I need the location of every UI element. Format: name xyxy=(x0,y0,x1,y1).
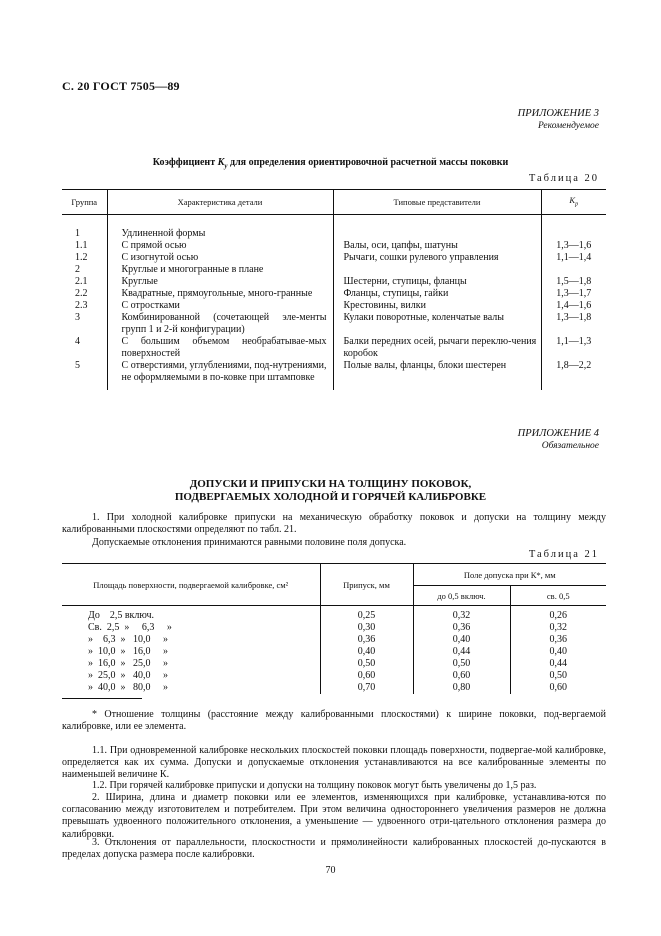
table20-cell-char: Удлиненной формы xyxy=(107,215,333,241)
table21-col-allow: Припуск, мм xyxy=(320,564,413,606)
table21-cell-tol-b: 0,50 xyxy=(510,670,606,682)
table21-cell-tol-a: 0,40 xyxy=(413,634,510,646)
table20-cell-group: 2.1 xyxy=(75,276,88,287)
table20-row xyxy=(62,252,606,264)
table20-cell-repr xyxy=(333,215,541,241)
appendix4-block xyxy=(518,428,599,452)
table20-col-group: Группа xyxy=(62,190,107,215)
table20-col-k: $К_р$ xyxy=(541,190,606,215)
appendix3-title: ПРИЛОЖЕНИЕ 3 xyxy=(517,108,599,119)
table21-cell-allow: 0,70 xyxy=(320,682,413,694)
page-number: 70 xyxy=(325,865,336,876)
table20-caption-a: Коэффициент xyxy=(152,157,216,168)
table21-cell-tol-a: 0,32 xyxy=(413,606,510,623)
table20-cell-k: 1,5—1,8 xyxy=(541,276,606,288)
table21-cell-allow: 0,30 xyxy=(320,622,413,634)
table21-cell-area: » 16,0 » 25,0 » xyxy=(88,658,168,669)
table20-cell-repr xyxy=(333,264,541,276)
table20-row xyxy=(62,312,606,336)
table21-cell-tol-a: 0,44 xyxy=(413,646,510,658)
table20-caption-k: К xyxy=(217,157,225,168)
table20-col-char: Характеристика детали xyxy=(107,190,333,215)
appendix3-block xyxy=(518,108,599,132)
table21-row xyxy=(62,646,606,658)
table20-cell-k: 1,3—1,8 xyxy=(541,312,606,336)
table20-cell-group: 1.2 xyxy=(75,252,88,263)
footnote-rule xyxy=(62,698,142,699)
table21-row xyxy=(62,658,606,670)
table20-cell-k xyxy=(541,264,606,276)
table20-cell-repr: Фланцы, ступицы, гайки xyxy=(333,288,541,300)
table20-row xyxy=(62,215,606,241)
table21-cell-tol-b: 0,36 xyxy=(510,634,606,646)
paragraph-1: 1. При холодной калибровке припуски на механическую обработку поковок и допуски на толщину между калиброванными плоскостями определяют по табл. 21. xyxy=(62,512,606,536)
table20-cell-repr: Полые валы, фланцы, блоки шестерен xyxy=(333,360,541,384)
table21-col-tol-b: св. 0,5 xyxy=(510,586,606,606)
table20-spacer xyxy=(62,384,606,390)
table20-row xyxy=(62,240,606,252)
table20-cell-char: С отростками xyxy=(107,300,333,312)
table20-row xyxy=(62,336,606,360)
table20-cell-k: 1,1—1,3 xyxy=(541,336,606,360)
table21-cell-area: » 25,0 » 40,0 » xyxy=(88,670,168,681)
paragraph-2-size: 2. Ширина, длина и диаметр поковки или ее элементов, изменяющихся при калибровке, устанавлива-ются по согласованию между изготовителем и потребителем. При этом величина одностороннего увеличения размеров не должна превышать удвоенного положительного отклонения, а уменьшение — удвоенного отри-цательного отклонения размера до калибровки. xyxy=(62,792,606,840)
table20-cell-char: С отверстиями, углублениями, под-нутрениями, не оформляемыми в по-ковке при штамповке xyxy=(107,360,333,384)
table20-cell-k: 1,8—2,2 xyxy=(541,360,606,384)
footnote: * Отношение толщины (расстояние между калиброванными плоскостями) к ширине поковки, под-вергаемой калибровке, или ее элемента. xyxy=(62,709,606,733)
table20-cell-group: 1.1 xyxy=(75,240,88,251)
table20 xyxy=(62,189,606,390)
table20-cell-repr: Рычаги, сошки рулевого управления xyxy=(333,252,541,264)
table20-cell-group: 2.3 xyxy=(75,300,88,311)
table21-cell-tol-a: 0,50 xyxy=(413,658,510,670)
table21-col-tol-a: до 0,5 включ. xyxy=(413,586,510,606)
table21-cell-tol-b: 0,44 xyxy=(510,658,606,670)
table20-caption-b: для определения ориентировочной расчетной массы поковки xyxy=(230,157,509,168)
section-title-line2: ПОДВЕРГАЕМЫХ ХОЛОДНОЙ И ГОРЯЧЕЙ КАЛИБРОВКЕ xyxy=(174,491,487,503)
table20-cell-group: 5 xyxy=(75,360,80,371)
table20-cell-char: Квадратные, прямоугольные, много-гранные xyxy=(107,288,333,300)
table20-cell-char: С прямой осью xyxy=(107,240,333,252)
page-header: С. 20 ГОСТ 7505—89 xyxy=(62,79,180,93)
table20-cell-group: 2 xyxy=(75,264,80,275)
appendix3-status: Рекомендуемое xyxy=(537,121,599,131)
table21-cell-allow: 0,60 xyxy=(320,670,413,682)
table20-row xyxy=(62,360,606,384)
table21-cell-area: Св. 2,5 » 6,3 » xyxy=(88,622,172,633)
table21-cell-allow: 0,40 xyxy=(320,646,413,658)
table20-body xyxy=(62,215,606,391)
section-title-line1: ДОПУСКИ И ПРИПУСКИ НА ТОЛЩИНУ ПОКОВОК, xyxy=(189,478,472,490)
paragraph-2: Допускаемые отклонения принимаются равными половине поля допуска. xyxy=(92,537,407,548)
table21-row xyxy=(62,682,606,694)
table20-col-repr: Типовые представители xyxy=(333,190,541,215)
table21-cell-tol-b: 0,60 xyxy=(510,682,606,694)
table21-cell-tol-a: 0,60 xyxy=(413,670,510,682)
table21 xyxy=(62,563,606,694)
table21-cell-allow: 0,50 xyxy=(320,658,413,670)
table21-row xyxy=(62,634,606,646)
table21-col-tol: Поле допуска при К*, мм xyxy=(413,564,606,586)
table20-cell-char: С изогнутой осью xyxy=(107,252,333,264)
table21-cell-tol-a: 0,80 xyxy=(413,682,510,694)
table21-cell-allow: 0,25 xyxy=(320,606,413,623)
table20-cell-group: 2.2 xyxy=(75,288,88,299)
table20-cell-k: 1,3—1,6 xyxy=(541,240,606,252)
table20-cell-group: 3 xyxy=(75,312,80,323)
table20-cell-k: 1,3—1,7 xyxy=(541,288,606,300)
table21-row xyxy=(62,670,606,682)
table20-cell-repr: Балки передних осей, рычаги переклю-чения коробок xyxy=(333,336,541,360)
table21-cell-area: » 10,0 » 16,0 » xyxy=(88,646,168,657)
table20-cell-repr: Кулаки поворотные, коленчатые валы xyxy=(333,312,541,336)
table21-cell-tol-b: 0,40 xyxy=(510,646,606,658)
table21-cell-allow: 0,36 xyxy=(320,634,413,646)
table20-cell-repr: Шестерни, ступицы, фланцы xyxy=(333,276,541,288)
section-title xyxy=(0,478,661,504)
table21-cell-tol-b: 0,32 xyxy=(510,622,606,634)
table21-cell-area: » 40,0 » 80,0 » xyxy=(88,682,168,693)
table20-cell-group: 4 xyxy=(75,336,80,347)
table20-row xyxy=(62,264,606,276)
table20-cell-group: 1 xyxy=(75,228,80,239)
table21-cell-tol-a: 0,36 xyxy=(413,622,510,634)
table20-caption-sub: у xyxy=(224,162,228,170)
paragraph-1-1: 1.1. При одновременной калибровке нескольких плоскостей поковки площадь поверхности, подвергае-мой калибровке, определяется как их сумма. Допуски и допускаемые отклонения устанавливаются на все калиброванные элементы по наименьшей величине К. xyxy=(62,745,606,781)
table21-label: Таблица 21 xyxy=(528,549,599,560)
table21-row xyxy=(62,606,606,623)
table21-row xyxy=(62,622,606,634)
table20-cell-repr: Валы, оси, цапфы, шатуны xyxy=(333,240,541,252)
table20-header-row xyxy=(62,190,606,215)
table21-cell-area: До 2,5 включ. xyxy=(88,610,155,621)
paragraph-1-2: 1.2. При горячей калибровке припуски и допуски на толщину поковок могут быть увеличены до 1,5 раз. xyxy=(92,780,537,791)
table20-cell-char: Круглые xyxy=(107,276,333,288)
table20-caption xyxy=(0,157,661,170)
appendix4-status: Обязательное xyxy=(541,441,599,451)
table20-cell-char: Круглые и многогранные в плане xyxy=(107,264,333,276)
appendix4-title: ПРИЛОЖЕНИЕ 4 xyxy=(517,428,599,439)
table20-cell-char: С большим объемом необрабатывае-мых поверхностей xyxy=(107,336,333,360)
table21-cell-area: » 6,3 » 10,0 » xyxy=(88,634,168,645)
table20-row xyxy=(62,288,606,300)
table20-label: Таблица 20 xyxy=(528,173,599,184)
table20-cell-k: 1,4—1,6 xyxy=(541,300,606,312)
table20-cell-k xyxy=(541,215,606,241)
table20-cell-char: Комбинированной (сочетающей эле-менты групп 1 и 2-й конфигурации) xyxy=(107,312,333,336)
table21-col-area: Площадь поверхности, подвергаемой калибровке, см² xyxy=(62,564,320,606)
table20-row xyxy=(62,276,606,288)
table20-row xyxy=(62,300,606,312)
paragraph-3: 3. Отклонения от параллельности, плоскостности и прямолинейности калиброванных плоскостей до-пускаются в пределах допуска размера после калибровки. xyxy=(62,837,606,861)
table20-cell-k: 1,1—1,4 xyxy=(541,252,606,264)
table20-cell-repr: Крестовины, вилки xyxy=(333,300,541,312)
table21-body xyxy=(62,606,606,695)
table21-cell-tol-b: 0,26 xyxy=(510,606,606,623)
